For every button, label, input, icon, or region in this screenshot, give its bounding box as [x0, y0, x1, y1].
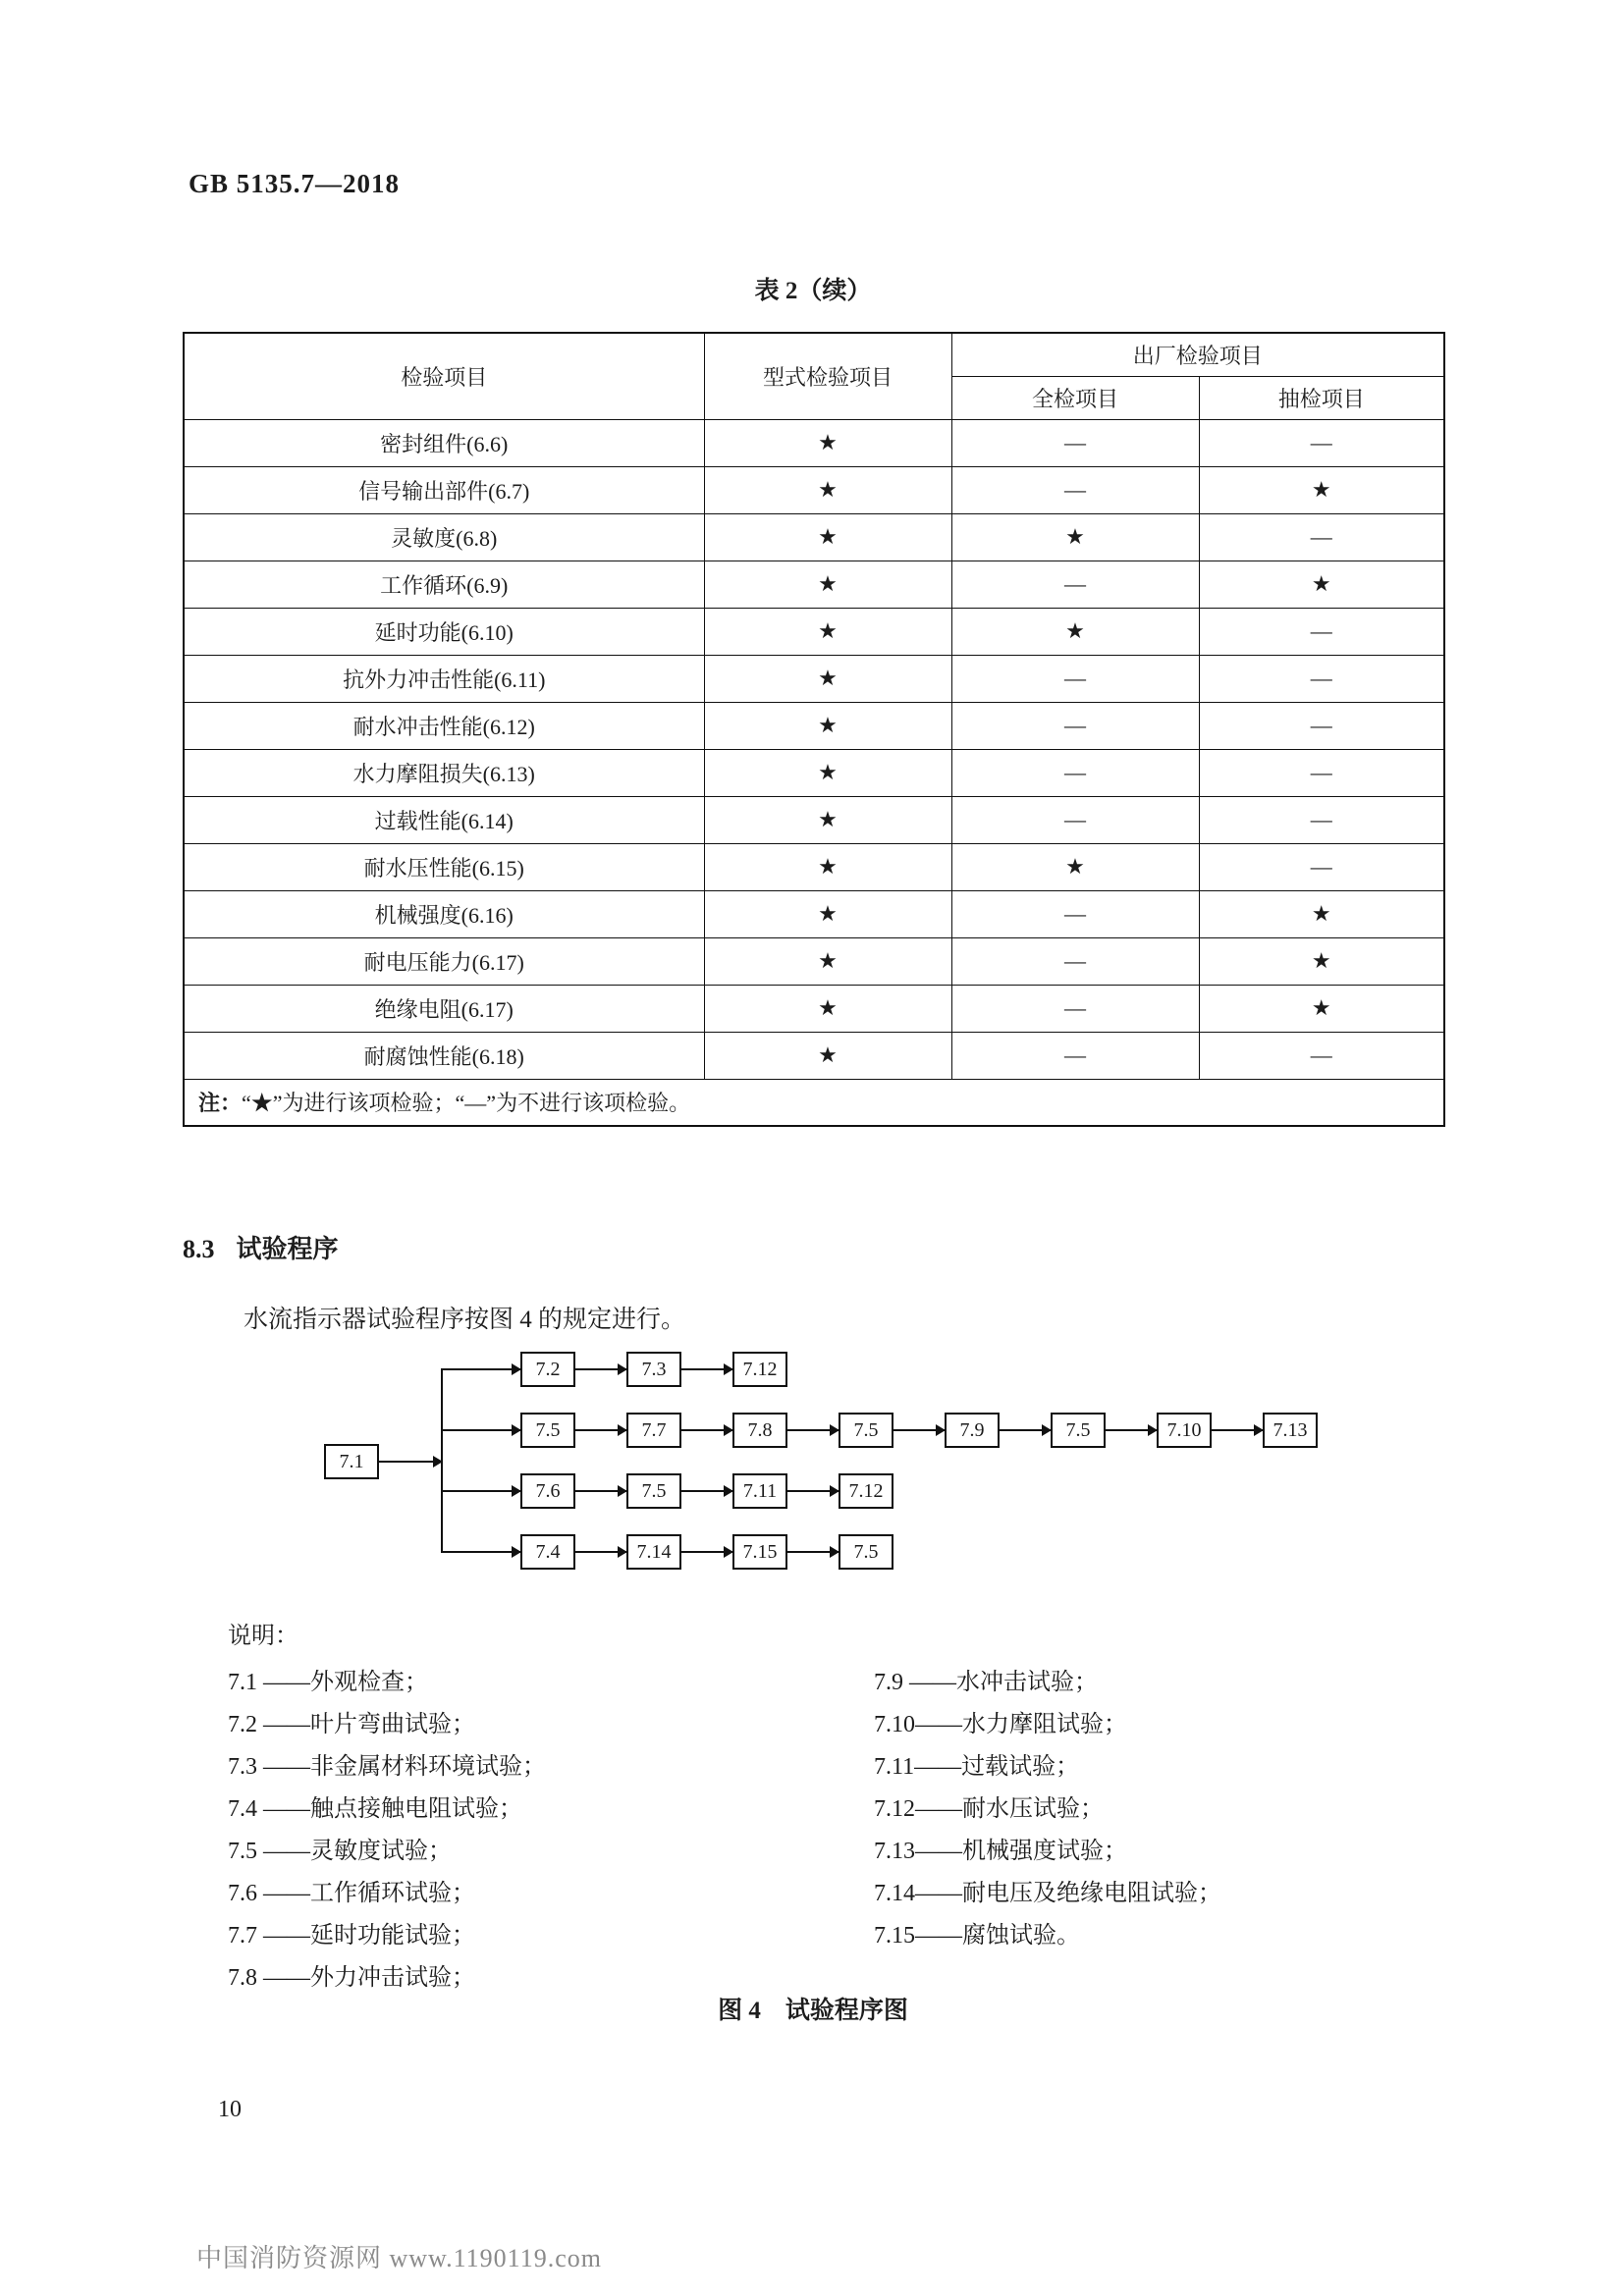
cell-full-test: —: [951, 749, 1199, 796]
flow-arrow: [575, 1490, 626, 1492]
legend-item: 7.6 ——工作循环试验；: [228, 1881, 475, 1906]
flow-row: [442, 1461, 1365, 1522]
flow-arrow: [1000, 1429, 1051, 1431]
cell-type-test: ★: [704, 419, 951, 466]
cell-type-test: ★: [704, 796, 951, 843]
cell-sample-test: —: [1199, 796, 1444, 843]
figure-caption: 图 4 试验程序图: [718, 1998, 908, 2024]
table-note-row: [184, 1079, 1444, 1126]
flow-box: 7.5: [839, 1413, 893, 1448]
table-row: [184, 843, 1444, 890]
section-heading: [183, 1229, 339, 1265]
flow-start-arrow: [379, 1461, 442, 1463]
table-row: [184, 419, 1444, 466]
table-row: [184, 890, 1444, 937]
cell-full-test: —: [951, 1032, 1199, 1079]
cell-full-test: ★: [951, 513, 1199, 561]
legend-item: 7.9 ——水冲击试验；: [874, 1670, 1098, 1695]
flow-arrow: [787, 1490, 839, 1492]
header-type-test: 型式检验项目: [704, 333, 951, 419]
flow-box: 7.12: [732, 1352, 787, 1387]
legend-item: 7.4 ——触点接触电阻试验；: [228, 1796, 522, 1822]
cell-full-test: —: [951, 937, 1199, 985]
table-row: [184, 608, 1444, 655]
flow-arrow: [893, 1429, 945, 1431]
cell-item: 水力摩阻损失(6.13): [184, 749, 704, 796]
cell-type-test: ★: [704, 749, 951, 796]
cell-sample-test: ★: [1199, 890, 1444, 937]
cell-item: 耐水冲击性能(6.12): [184, 702, 704, 749]
cell-item: 灵敏度(6.8): [184, 513, 704, 561]
flow-rows: [442, 1339, 1365, 1582]
legend-item: 7.15——腐蚀试验。: [874, 1923, 1080, 1949]
table-title: 表 2（续）: [754, 278, 872, 304]
cell-type-test: ★: [704, 513, 951, 561]
flow-box: 7.6: [520, 1473, 575, 1509]
header-item: 检验项目: [184, 333, 704, 419]
cell-sample-test: ★: [1199, 561, 1444, 608]
cell-item: 延时功能(6.10): [184, 608, 704, 655]
flow-arrow: [681, 1368, 732, 1370]
flow-box: 7.9: [945, 1413, 1000, 1448]
flow-arrow: [1106, 1429, 1157, 1431]
cell-type-test: ★: [704, 655, 951, 702]
cell-sample-test: ★: [1199, 985, 1444, 1032]
table-note: [184, 1079, 1444, 1126]
footer-watermark: 中国消防资源网 www.1190119.com: [196, 2244, 602, 2272]
flow-box: 7.14: [626, 1534, 681, 1570]
flow-arrow: [442, 1551, 520, 1553]
header-full-test: 全检项目: [951, 376, 1199, 419]
cell-sample-test: —: [1199, 702, 1444, 749]
legend-item: 7.8 ——外力冲击试验；: [228, 1965, 475, 1991]
cell-full-test: ★: [951, 843, 1199, 890]
cell-full-test: ★: [951, 608, 1199, 655]
cell-sample-test: —: [1199, 608, 1444, 655]
legend-left-column: [228, 1662, 874, 2000]
cell-item: 绝缘电阻(6.17): [184, 985, 704, 1032]
legend-item: 7.1 ——外观检查；: [228, 1670, 428, 1695]
cell-full-test: —: [951, 561, 1199, 608]
flow-box: 7.5: [626, 1473, 681, 1509]
header-factory-test: 出厂检验项目: [951, 333, 1444, 376]
table-row: [184, 749, 1444, 796]
table-row: [184, 513, 1444, 561]
cell-full-test: —: [951, 985, 1199, 1032]
legend-item: 7.3 ——非金属材料环境试验；: [228, 1754, 546, 1780]
inspection-table: [183, 332, 1445, 1127]
cell-type-test: ★: [704, 466, 951, 513]
legend-item: 7.14——耐电压及绝缘电阻试验；: [874, 1881, 1221, 1906]
flow-box: 7.13: [1263, 1413, 1318, 1448]
cell-sample-test: —: [1199, 1032, 1444, 1079]
cell-full-test: —: [951, 419, 1199, 466]
cell-type-test: ★: [704, 608, 951, 655]
page-number: 10: [218, 2097, 242, 2122]
flow-arrow: [442, 1368, 520, 1370]
flow-arrow: [575, 1368, 626, 1370]
cell-item: 耐水压性能(6.15): [184, 843, 704, 890]
flow-arrow: [442, 1490, 520, 1492]
flow-box: 7.12: [839, 1473, 893, 1509]
flow-arrow: [787, 1429, 839, 1431]
cell-type-test: ★: [704, 937, 951, 985]
test-procedure-flowchart: [324, 1339, 1365, 1584]
flow-start-box: 7.1: [324, 1444, 379, 1479]
table-row: [184, 796, 1444, 843]
table-row: [184, 466, 1444, 513]
cell-item: 机械强度(6.16): [184, 890, 704, 937]
standard-code: GB 5135.7—2018: [189, 169, 401, 198]
header-sample-test: 抽检项目: [1199, 376, 1444, 419]
note-text: “★”为进行该项检验；“—”为不进行该项检验。: [242, 1091, 691, 1116]
flow-box: 7.8: [732, 1413, 787, 1448]
flow-row: [442, 1400, 1365, 1461]
cell-full-test: —: [951, 890, 1199, 937]
flow-box: 7.15: [732, 1534, 787, 1570]
legend-item: 7.12——耐水压试验；: [874, 1796, 1104, 1822]
cell-full-test: —: [951, 466, 1199, 513]
legend-item: 7.10——水力摩阻试验；: [874, 1712, 1127, 1737]
flow-arrow: [1212, 1429, 1263, 1431]
flow-box: 7.3: [626, 1352, 681, 1387]
cell-item: 耐电压能力(6.17): [184, 937, 704, 985]
flow-arrow: [681, 1551, 732, 1553]
cell-full-test: —: [951, 655, 1199, 702]
cell-sample-test: ★: [1199, 466, 1444, 513]
flow-box: 7.5: [1051, 1413, 1106, 1448]
legend-item: 7.5 ——灵敏度试验；: [228, 1839, 452, 1864]
legend-title: 说明：: [228, 1624, 298, 1649]
cell-full-test: —: [951, 796, 1199, 843]
flow-arrow: [787, 1551, 839, 1553]
legend-right-column: [874, 1662, 1424, 2000]
cell-type-test: ★: [704, 561, 951, 608]
flow-arrow: [442, 1429, 520, 1431]
cell-item: 抗外力冲击性能(6.11): [184, 655, 704, 702]
cell-item: 过载性能(6.14): [184, 796, 704, 843]
flow-arrow: [681, 1429, 732, 1431]
flow-row: [442, 1339, 1365, 1400]
flow-arrow: [681, 1490, 732, 1492]
cell-sample-test: —: [1199, 655, 1444, 702]
cell-item: 耐腐蚀性能(6.18): [184, 1032, 704, 1079]
cell-type-test: ★: [704, 1032, 951, 1079]
cell-sample-test: —: [1199, 419, 1444, 466]
cell-full-test: —: [951, 702, 1199, 749]
table-row: [184, 1032, 1444, 1079]
flow-box: 7.5: [520, 1413, 575, 1448]
table-row: [184, 561, 1444, 608]
cell-sample-test: —: [1199, 513, 1444, 561]
flow-row: [442, 1522, 1365, 1582]
flow-box: 7.11: [732, 1473, 787, 1509]
cell-type-test: ★: [704, 890, 951, 937]
flow-box: 7.4: [520, 1534, 575, 1570]
cell-sample-test: ★: [1199, 937, 1444, 985]
cell-item: 密封组件(6.6): [184, 419, 704, 466]
table-row: [184, 937, 1444, 985]
legend-item: 7.7 ——延时功能试验；: [228, 1923, 475, 1949]
cell-sample-test: —: [1199, 749, 1444, 796]
cell-item: 工作循环(6.9): [184, 561, 704, 608]
section-title: 试验程序: [236, 1235, 339, 1263]
table-header-row: [184, 333, 1444, 376]
note-prefix: 注：: [198, 1091, 243, 1116]
flow-branch-line: [441, 1368, 443, 1553]
flowchart-legend: [228, 1616, 1445, 2000]
flow-box: 7.2: [520, 1352, 575, 1387]
flow-box: 7.5: [839, 1534, 893, 1570]
table-row: [184, 702, 1444, 749]
cell-type-test: ★: [704, 843, 951, 890]
flow-box: 7.7: [626, 1413, 681, 1448]
section-number: 8.3: [183, 1235, 215, 1263]
cell-sample-test: —: [1199, 843, 1444, 890]
flow-box: 7.10: [1157, 1413, 1212, 1448]
cell-type-test: ★: [704, 985, 951, 1032]
body-paragraph: 水流指示器试验程序按图 4 的规定进行。: [244, 1307, 686, 1333]
legend-item: 7.11——过载试验；: [874, 1754, 1080, 1780]
flow-arrow: [575, 1429, 626, 1431]
cell-item: 信号输出部件(6.7): [184, 466, 704, 513]
table-row: [184, 985, 1444, 1032]
legend-item: 7.13——机械强度试验；: [874, 1839, 1127, 1864]
flow-arrow: [575, 1551, 626, 1553]
table-row: [184, 655, 1444, 702]
legend-item: 7.2 ——叶片弯曲试验；: [228, 1712, 475, 1737]
cell-type-test: ★: [704, 702, 951, 749]
